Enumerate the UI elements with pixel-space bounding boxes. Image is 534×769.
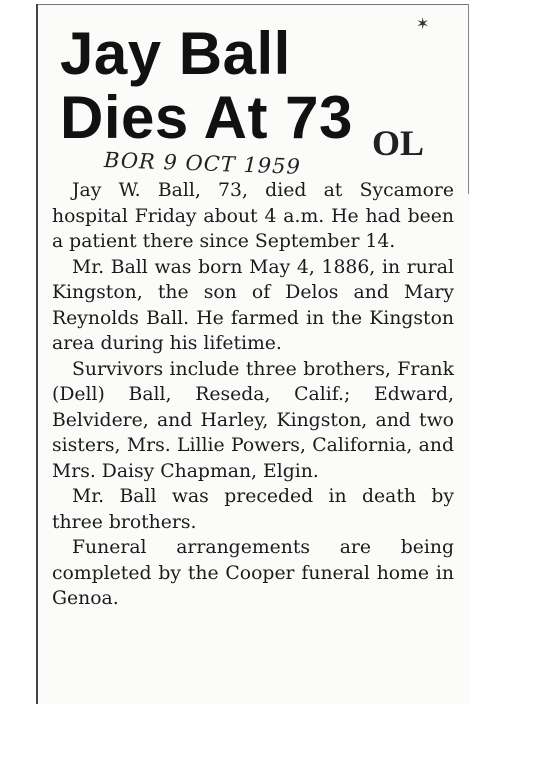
headline [60,22,353,150]
paragraph-birth: Mr. Ball was born May 4, 1886, in rural Kingston, the son of Delos and Mary Reynolds Ball. He farmed in the Kingston area during his lifetime. [52,256,454,354]
clipping-left-edge [36,4,38,704]
paragraph-funeral: Funeral arrangements are being completed by the Cooper funeral home in Genoa. [52,537,454,609]
clipping-top-edge [36,4,468,5]
adjacent-headline-fragment: OL [372,123,425,163]
paragraph-preceded: Mr. Ball was preceded in death by three brothers. [52,486,454,533]
headline-line-1: Jay Ball [60,20,291,87]
paragraph-survivors: Survivors include three brothers, Frank (Dell) Ball, Reseda, Calif.; Edward, Belvidere, and Harley, Kingston, and two sisters, Mrs. Lillie Powers, California, and Mrs. Daisy Chapman, Elgin. [52,358,454,482]
ink-mark: ✶ [416,14,430,33]
handwritten-date-note: BOR 9 OCT 1959 [103,148,302,179]
headline-line-2: Dies At 73 [60,84,353,151]
obituary-body [52,178,454,612]
paragraph-death: Jay W. Ball, 73, died at Sycamore hospital Friday about 4 a.m. He had been a patient there since September 14. [52,180,454,252]
clipping-right-edge [468,4,469,194]
